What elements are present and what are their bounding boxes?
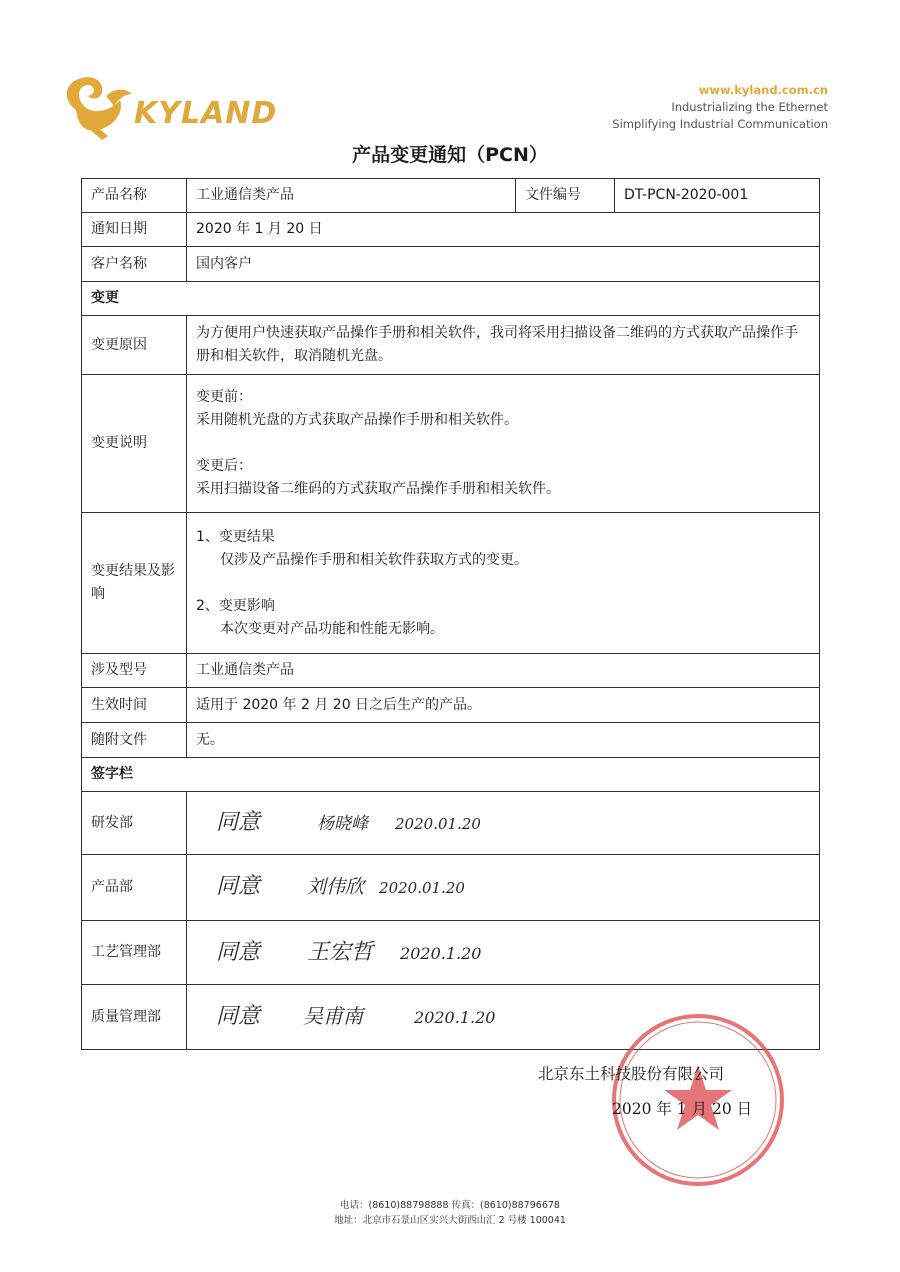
- dept-label: 工艺管理部: [82, 921, 187, 985]
- dept-label: 研发部: [82, 792, 187, 855]
- model-label: 涉及型号: [82, 654, 187, 688]
- model-value: 工业通信类产品: [187, 654, 820, 688]
- signer-name: 刘伟欣: [307, 876, 365, 898]
- footer: [0, 1198, 900, 1228]
- result-title: 1、变更结果: [196, 528, 275, 545]
- signature-row: [82, 921, 820, 985]
- attach-label: 随附文件: [82, 723, 187, 758]
- company-date: 2020 年 1 月 20 日: [612, 1100, 753, 1118]
- signer-name: 杨晓峰: [317, 813, 369, 834]
- effective-label: 生效时间: [82, 688, 187, 723]
- result-text: 仅涉及产品操作手册和相关软件获取方式的变更。: [220, 551, 528, 568]
- customer-value: 国内客户: [187, 247, 820, 282]
- table-row: [82, 513, 820, 654]
- company-name: 北京东土科技股份有限公司: [538, 1065, 725, 1083]
- footer-address: 地址：北京市石景山区实兴大街西山汇 2 号楼 100041: [334, 1215, 566, 1226]
- signer-name: 王宏哲: [307, 939, 374, 965]
- desc-value: [187, 375, 820, 513]
- table-row: [82, 282, 820, 316]
- doc-no-value: DT-PCN-2020-001: [615, 179, 820, 213]
- letterhead-contact: [612, 82, 828, 133]
- signature-cell: [187, 855, 820, 921]
- notice-date-label: 通知日期: [82, 213, 187, 247]
- approval-text: 同意: [216, 809, 261, 835]
- effective-value: 适用于 2020 年 2 月 20 日之后生产的产品。: [187, 688, 820, 723]
- footer-phone: 电话：(8610)88798888 传真：(8610)88796678: [340, 1200, 560, 1211]
- table-row: [82, 213, 820, 247]
- notice-date-value: 2020 年 1 月 20 日: [187, 213, 820, 247]
- impact-text: 本次变更对产品功能和性能无影响。: [220, 620, 444, 637]
- sign-date: 2020.01.20: [379, 879, 465, 897]
- customer-label: 客户名称: [82, 247, 187, 282]
- company-url: www.kyland.com.cn: [698, 83, 828, 97]
- approval-text: 同意: [216, 1004, 261, 1029]
- sign-section-header: 签字栏: [82, 758, 820, 792]
- signature-cell: [187, 792, 820, 855]
- sign-date: 2020.1.20: [414, 1008, 496, 1027]
- product-name-label: 产品名称: [82, 179, 187, 213]
- letterhead: [0, 0, 900, 145]
- result-label: 变更结果及影响: [82, 513, 187, 654]
- reason-label: 变更原因: [82, 316, 187, 375]
- table-row: [82, 723, 820, 758]
- logo-text: KYLAND: [134, 96, 278, 131]
- signature-row: [82, 855, 820, 921]
- tagline-1: Industrializing the Ethernet: [671, 100, 828, 114]
- desc-label: 变更说明: [82, 375, 187, 513]
- approval-text: 同意: [216, 939, 261, 965]
- table-row: [82, 179, 820, 213]
- signature-cell: [187, 921, 820, 985]
- sign-date: 2020.01.20: [395, 814, 481, 833]
- signature-row: [82, 792, 820, 855]
- desc-after-title: 变更后：: [196, 458, 252, 474]
- doc-no-label: 文件编号: [516, 179, 615, 213]
- table-row: [82, 247, 820, 282]
- document-title: 产品变更通知（PCN）: [352, 144, 548, 166]
- desc-after-text: 采用扫描设备二维码的方式获取产品操作手册和相关软件。: [196, 481, 560, 497]
- table-row: [82, 316, 820, 375]
- dept-label: 质量管理部: [82, 985, 187, 1050]
- sign-date: 2020.1.20: [400, 943, 482, 963]
- product-name-value: 工业通信类产品: [187, 179, 516, 213]
- approval-text: 同意: [216, 874, 261, 899]
- tagline-2: Simplifying Industrial Communication: [612, 117, 828, 131]
- pcn-table: [81, 178, 820, 1050]
- table-row: [82, 654, 820, 688]
- attach-value: 无。: [187, 723, 820, 758]
- change-section-header: 变更: [82, 282, 820, 316]
- dept-label: 产品部: [82, 855, 187, 921]
- desc-before-title: 变更前：: [196, 389, 252, 405]
- table-row: [82, 375, 820, 513]
- result-value: [187, 513, 820, 654]
- table-row: [82, 758, 820, 792]
- impact-title: 2、变更影响: [196, 597, 275, 614]
- table-row: [82, 688, 820, 723]
- reason-value: 为方便用户快速获取产品操作手册和相关软件，我司将采用扫描设备二维码的方式获取产品操作手册和相关软件，取消随机光盘。: [187, 316, 820, 375]
- signer-name: 吴甫南: [303, 1004, 364, 1028]
- desc-before-text: 采用随机光盘的方式获取产品操作手册和相关软件。: [196, 412, 518, 428]
